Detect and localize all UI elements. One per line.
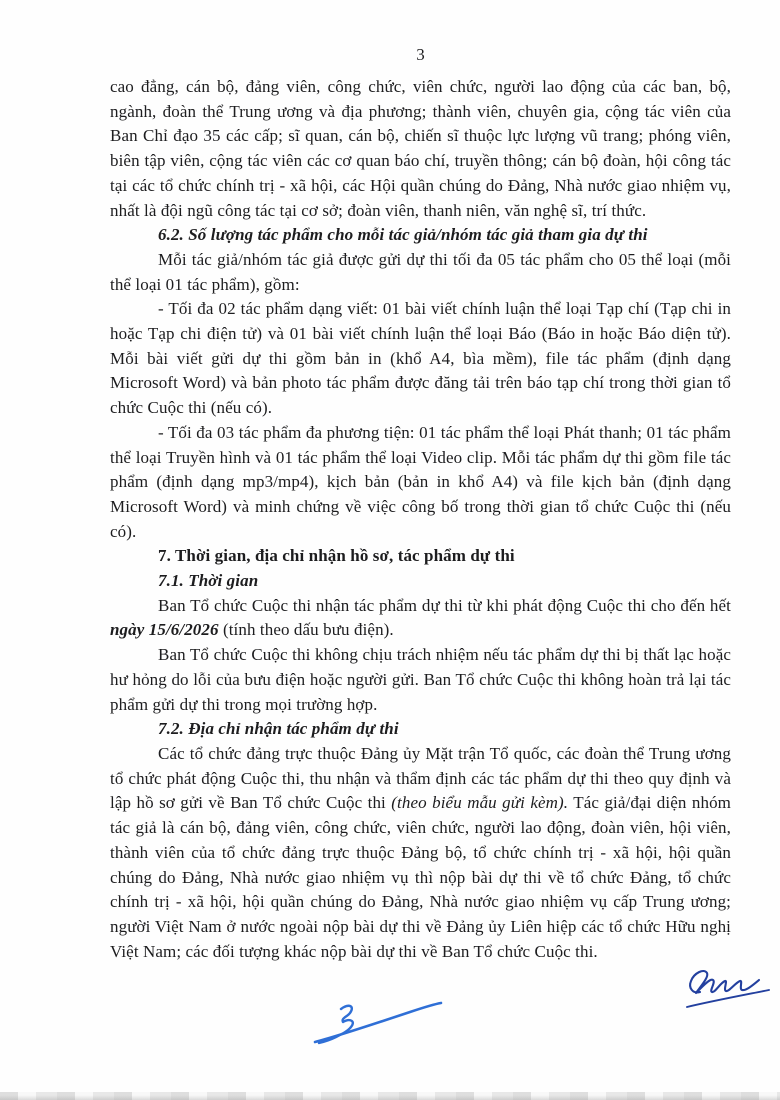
paragraph-entry-limit: Mỗi tác giả/nhóm tác giả được gửi dự thi tối đa 05 tác phẩm cho 05 thể loại (mỗi thể loại 01 tác phẩm), gồm:	[110, 249, 731, 294]
paragraph-liability: Ban Tổ chức Cuộc thi không chịu trách nhiệm nếu tác phẩm dự thi bị thất lạc hoặc hư hỏng do lỗi của bưu điện hoặc người gửi. Ban Tổ chức Cuộc thi không hoàn trả lại tác phẩm gửi dự thi trong mọi trường hợp.	[110, 645, 731, 714]
heading-section-7-1: 7.1. Thời gian	[158, 571, 259, 591]
paragraph-written-works: - Tối đa 02 tác phẩm dạng viết: 01 bài viết chính luận thể loại Tạp chí (Tạp chi in hoặc Tạp chi điện tử) và 01 bài viết chính luận thể loại Báo (Báo in hoặc Báo diện tử). Mỗi bài viết gửi dự thi gồm bản in (khổ A4, bìa mềm), file tác phẩm (định dạng Microsoft Word) và bản photo tác phẩm được đăng tải trên báo tạp chí trong thời gian tổ chức Cuộc thi (nếu có).	[110, 299, 731, 418]
handwritten-initials-icon	[682, 964, 774, 1012]
deadline-date: ngày 15/6/2026	[110, 620, 219, 640]
paragraph-eligible-participants: cao đẳng, cán bộ, đảng viên, công chức, viên chức, người lao động của các ban, bộ, ngành, đoàn thể Trung ương và địa phương; thành viên, chuyên gia, cộng tác viên của Ban Chỉ đạo 35 các cấp; sĩ quan, cán bộ, chiến sĩ thuộc lực lượng vũ trang; phóng viên, biên tập viên, cộng tác viên các cơ quan báo chí, truyền thông; cán bộ đoàn, hội công tác tại các tổ chức chính trị - xã hội, các Hội quần chúng do Đảng, Nhà nước giao nhiệm vụ, nhất là đội ngũ công tác tại cơ sở; đoàn viên, thanh niên, văn nghệ sĩ, trí thức.	[110, 77, 731, 220]
address-text: Các tổ chức đảng trực thuộc Đảng ủy Mặt trận Tổ quốc, các đoàn thể Trung ương tổ chức phát động Cuộc thi, thu nhận và thẩm định các tác phẩm dự thi theo quy định và lập hồ sơ gửi về Ban Tổ chức Cuộc thi	[110, 743, 731, 813]
document-body	[110, 75, 731, 964]
deadline-text: Ban Tổ chức Cuộc thi nhận tác phẩm dự thi từ khi phát động Cuộc thi cho đến hết	[158, 595, 731, 615]
heading-section-6-2: 6.2. Số lượng tác phẩm cho mỗi tác giả/nhóm tác giả tham gia dự thi	[158, 225, 648, 245]
heading-section-7: 7. Thời gian, địa chỉ nhận hồ sơ, tác phẩm dự thi	[158, 546, 515, 566]
swoosh-loop-stroke	[319, 1006, 353, 1043]
initials-underline-stroke	[687, 990, 769, 1007]
swoosh-long-stroke	[315, 1003, 441, 1042]
handwritten-swoosh-mark-icon	[305, 995, 450, 1047]
address-text-continued: Tác giả/đại diện nhóm tác giả là cán bộ, đảng viên, công chức, viên chức, người lao động, đoàn viên, hội viên, thành viên của tổ chức đảng trực thuộc Đảng bộ, tổ chức chính trị - xã hội, hội quần chúng do Đảng, Nhà nước giao nhiệm vụ thì nộp bài dự thi về tổ chức Đảng, tổ chức chính trị - xã hội, hội quần chúng do Đảng, Nhà nước giao nhiệm vụ cấp Trung ương; người Việt Nam ở nước ngoài nộp bài dự thi về Đảng ủy Liên hiệp các tổ chức Hữu nghị Việt Nam; các đối tượng khác nộp bài dự thi về Ban Tổ chức Cuộc thi.	[110, 793, 732, 961]
paragraph-submission-address	[110, 742, 731, 964]
page-number: 3	[416, 45, 425, 64]
heading-section-7-2: 7.2. Địa chỉ nhận tác phẩm dự thi	[158, 719, 399, 739]
paragraph-deadline	[110, 594, 731, 643]
deadline-note: (tính theo dấu bưu điện).	[218, 620, 394, 640]
paragraph-multimedia-works: - Tối đa 03 tác phẩm đa phương tiện: 01 tác phẩm thể loại Phát thanh; 01 tác phẩm thể loại Truyền hình và 01 tác phẩm thể loại Video clip. Mỗi tác phẩm dự thi gồm file tác phẩm (định dạng mp3/mp4), kịch bản (bản in khổ A4) và file kịch bản (định dạng Microsoft Word) và minh chứng về việc công bố trong thời gian tổ chức Cuộc thi (nếu có).	[110, 422, 731, 541]
address-form-note: (theo biểu mẫu gửi kèm).	[391, 793, 569, 813]
scan-bottom-edge-artifact	[0, 1092, 780, 1100]
initials-letters-stroke	[690, 971, 759, 993]
